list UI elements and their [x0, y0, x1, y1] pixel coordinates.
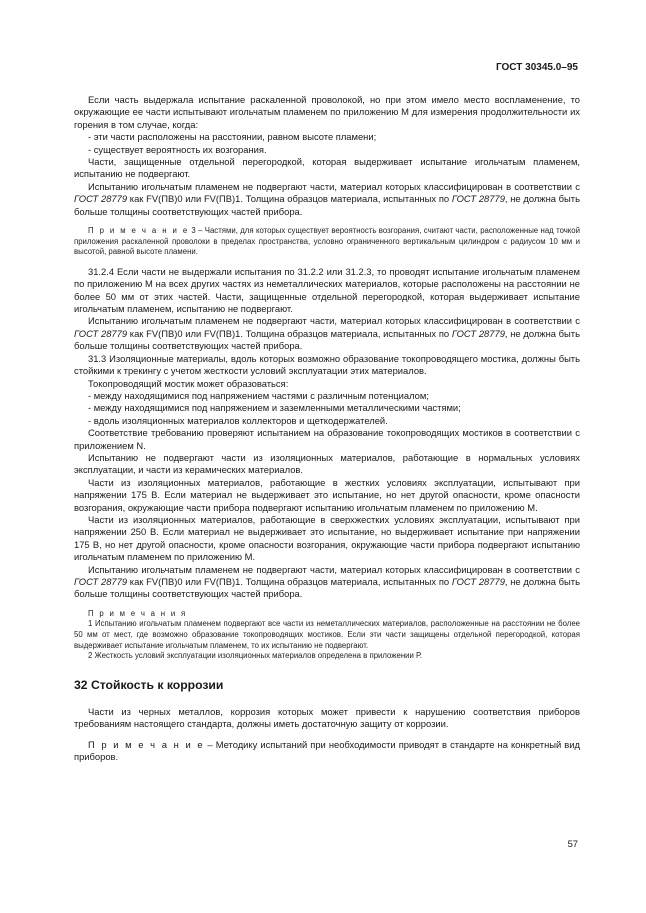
- list-item: - между находящимися под напряжением и заземленными металлическими частями;: [88, 402, 461, 414]
- standard-ref: ГОСТ 28779: [74, 327, 128, 339]
- note-label: П р и м е ч а н и е: [88, 738, 205, 750]
- paragraph: Испытанию игольчатым пламенем не подвергают части, материал которых классифицирован в соответствии с ГОСТ 28779 как FV(ПВ)0 или FV(ПВ)1. Толщина образцов материала, испытанных по ГОСТ 28779, не должна быть больше толщины соответствующих частей прибора.: [74, 315, 580, 352]
- list-item: - вдоль изоляционных материалов коллекторов и щеткодержателей.: [88, 414, 388, 426]
- paragraph: Части из черных металлов, коррозия которых может привести к нарушению соответствия приборов требованиям настоящего стандарта, должны иметь достаточную защиту от коррозии.: [74, 705, 580, 730]
- paragraph: Испытанию игольчатым пламенем не подвергают части, материал которых классифицирован в соответствии с ГОСТ 28779 как FV(ПВ)0 или FV(ПВ)1. Толщина образцов материала, испытанных по ГОСТ 28779, не должна быть больше толщины соответствующих частей прибора.: [74, 180, 580, 217]
- note-final: П р и м е ч а н и е – Методику испытаний при необходимости приводят в стандарте на конкретный вид приборов.: [74, 738, 580, 762]
- paragraph: Токопроводящий мостик может образоваться:: [88, 377, 289, 389]
- note-3: П р и м е ч а н и е 3 – Частями, для которых существует вероятность возгорания, считают части, расположенные над точкой приложения раскаленной проволоки в пределах пространства, условно ограниченного вертикальным цилиндром с радиусом 10 мм и высотой, равной высоте пламени.: [74, 226, 580, 257]
- paragraph: Испытанию не подвергают части из изоляционных материалов, работающие в нормальных условиях эксплуатации, и части из керамических материалов.: [74, 451, 580, 476]
- page-number: 57: [567, 838, 578, 849]
- paragraph: Части из изоляционных материалов, работающие в жестких условиях эксплуатации, испытывают при напряжении 175 В. Если материал не выдерживает это испытание, но нет другой опасности, кроме опасности возгорания, окружающие части прибора подвергают испытанию игольчатым пламенем по приложению М.: [74, 476, 580, 513]
- note-label: П р и м е ч а н и е: [88, 226, 189, 236]
- list-item: - эти части расположены на расстоянии, равном высоте пламени;: [88, 131, 377, 143]
- paragraph: Части из изоляционных материалов, работающие в сверхжестких условиях эксплуатации, испытывают при напряжении 250 В. Если материал не выдерживает это испытание, но выдерживает испытание при напряжении 175 В, но нет другой опасности, кроме опасности возгорания, окружающие части прибора подвергают испытанию игольчатым пламенем по приложению М.: [74, 513, 580, 563]
- list-item: - существует вероятность их возгорания.: [88, 143, 267, 155]
- standard-ref: ГОСТ 28779: [451, 193, 505, 205]
- paragraph: Соответствие требованию проверяют испытанием на образование токопроводящих мостиков в соответствии с приложением N.: [74, 427, 580, 451]
- paragraph: Испытанию игольчатым пламенем не подвергают части, материал которых классифицирован в соответствии с ГОСТ 28779 как FV(ПВ)0 или FV(ПВ)1. Толщина образцов материала, испытанных по ГОСТ 28779, не должна быть больше толщины соответствующих частей прибора.: [74, 563, 580, 600]
- standard-ref: ГОСТ 28779: [74, 193, 128, 205]
- standard-ref: ГОСТ 28779: [451, 576, 505, 587]
- page-body: [74, 94, 580, 763]
- note-1: 1 Испытанию игольчатым пламенем подвергают все части из неметаллических материалов, расположенные на расстоянии не более 50 мм от мест, где возможно образование токопроводящих мостиков. Если эти части защищены отдельной перегородкой, которая выдерживает испытание игольчатым пламенем, то их испытанию не подвергают.: [74, 619, 580, 650]
- paragraph: 31.2.4 Если части не выдержали испытания по 31.2.2 или 31.2.3, то проводят испытание игольчатым пламенем по приложению М на всех других частях из неметаллических материалов, которые расположены на расстоянии не более 50 мм от этих частей. Части, защищенные отдельной перегородкой, которая выдерживает испытание игольчатым пламенем, испытанию не подвергают.: [74, 265, 580, 315]
- standard-header: ГОСТ 30345.0–95: [495, 62, 578, 73]
- standard-ref: ГОСТ 28779: [451, 327, 505, 339]
- paragraph: 31.3 Изоляционные материалы, вдоль которых возможно образование токопроводящего мостика, должны быть стойкими к трекингу с учетом жесткости условий эксплуатации этих материалов.: [74, 352, 580, 377]
- notes-heading: П р и м е ч а н и я: [88, 608, 187, 618]
- list-item: - между находящимися под напряжением частями с различным потенциалом;: [88, 389, 429, 401]
- paragraph: Части, защищенные отдельной перегородкой, которая выдерживает испытание игольчатым пламенем, испытанию не подвергают.: [74, 156, 580, 180]
- paragraph: Если часть выдержала испытание раскаленной проволокой, но при этом имело место воспламенение, то окружающие ее части испытывают игольчатым пламенем по приложению М для измерения продолжительности их горения в том случае, когда:: [74, 94, 580, 130]
- note-2: 2 Жесткость условий эксплуатации изоляционных материалов определена в приложении Р.: [88, 651, 422, 661]
- section-heading: 32 Стойкость к коррозии: [74, 677, 224, 692]
- standard-ref: ГОСТ 28779: [74, 576, 128, 587]
